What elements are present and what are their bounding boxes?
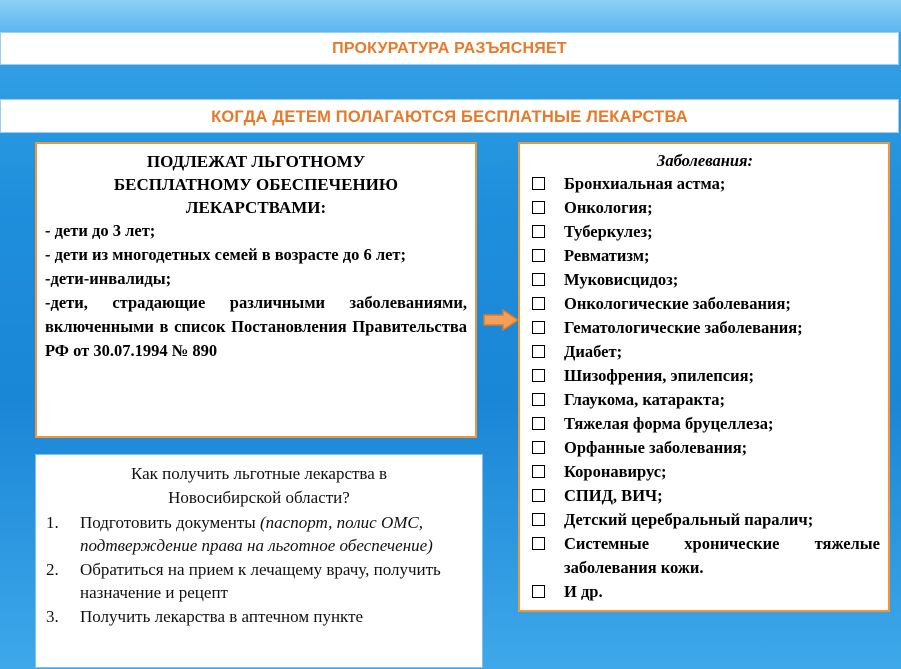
disease-label: Муковисцидоз; — [564, 270, 679, 289]
step-item — [46, 605, 472, 628]
checkbox-icon — [532, 297, 545, 310]
checkbox-icon — [532, 369, 545, 382]
disease-item — [530, 364, 880, 388]
disease-item — [530, 340, 880, 364]
eligibility-item: -дети, страдающие различными заболеваниями, включенными в список Постановления Правительства РФ от 30.07.1994 № 890 — [45, 293, 467, 360]
checkbox-icon — [532, 417, 545, 430]
right-arrow-icon — [483, 309, 519, 331]
disease-label: И др. — [564, 582, 603, 601]
step-item — [46, 511, 472, 557]
eligibility-item: - дети из многодетных семей в возрасте до 6 лет; — [45, 245, 407, 264]
disease-item — [530, 220, 880, 244]
diseases-title: Заболевания: — [656, 151, 754, 170]
checkbox-icon — [532, 345, 545, 358]
checkbox-icon — [532, 513, 545, 526]
step-item — [46, 558, 472, 604]
disease-label: Бронхиальная астма; — [564, 174, 726, 193]
disease-label: Коронавирус; — [564, 462, 667, 481]
eligibility-item: - дети до 3 лет; — [45, 221, 156, 240]
eligibility-title-line: ПОДЛЕЖАТ ЛЬГОТНОМУ — [146, 152, 366, 171]
disease-label: Онкология; — [564, 198, 653, 217]
disease-item — [530, 244, 880, 268]
header-banner: ПРОКУРАТУРА РАЗЪЯСНЯЕТ — [0, 32, 899, 65]
disease-label: Глаукома, катаракта; — [564, 390, 726, 409]
checkbox-icon — [532, 177, 545, 190]
how-to-title — [46, 462, 472, 510]
diseases-list — [530, 172, 880, 604]
disease-item — [530, 196, 880, 220]
how-to-box — [35, 454, 483, 668]
eligibility-title-line: ЛЕКАРСТВАМИ: — [185, 198, 327, 217]
disease-item — [530, 316, 880, 340]
checkbox-icon — [532, 465, 545, 478]
disease-item — [530, 532, 880, 580]
disease-label: Диабет; — [564, 342, 623, 361]
checkbox-icon — [532, 441, 545, 454]
top-sky-band — [0, 0, 901, 32]
disease-label: Гематологические заболевания; — [564, 318, 803, 337]
how-to-title-line: Как получить льготные лекарства в — [130, 464, 388, 483]
step-body — [80, 605, 472, 628]
disease-label: Ревматизм; — [564, 246, 650, 265]
disease-label: СПИД, ВИЧ; — [564, 486, 663, 505]
eligibility-title — [45, 150, 467, 219]
disease-label: Тяжелая форма бруцеллеза; — [564, 414, 774, 433]
checkbox-icon — [532, 249, 545, 262]
checkbox-icon — [532, 321, 545, 334]
eligibility-title-line: БЕСПЛАТНОМУ ОБЕСПЕЧЕНИЮ — [113, 175, 399, 194]
disease-label: Онкологические заболевания; — [564, 294, 791, 313]
disease-item — [530, 508, 880, 532]
step-text: Обратиться на прием к лечащему врачу, получить назначение и рецепт — [80, 560, 441, 602]
disease-label: Орфанные заболевания; — [564, 438, 748, 457]
disease-label: Шизофрения, эпилепсия; — [564, 366, 754, 385]
step-body — [80, 511, 472, 557]
how-to-title-line: Новосибирской области? — [168, 488, 350, 507]
step-note: (паспорт, полис ОМС, подтверждение права на льготное обеспечение) — [80, 513, 433, 555]
subheader-banner: КОГДА ДЕТЕМ ПОЛАГАЮТСЯ БЕСПЛАТНЫЕ ЛЕКАРСТВА — [0, 99, 899, 133]
checkbox-icon — [532, 585, 545, 598]
eligibility-box — [35, 142, 477, 438]
disease-item — [530, 436, 880, 460]
eligibility-item: -дети-инвалиды; — [45, 269, 172, 288]
checkbox-icon — [532, 225, 545, 238]
step-text: Подготовить документы — [80, 513, 260, 532]
disease-label: Туберкулез; — [564, 222, 653, 241]
disease-item — [530, 388, 880, 412]
disease-label: Детский церебральный паралич; — [564, 510, 814, 529]
disease-item — [530, 580, 880, 604]
checkbox-icon — [532, 273, 545, 286]
step-body — [80, 558, 472, 604]
checkbox-icon — [532, 537, 545, 550]
checkbox-icon — [532, 393, 545, 406]
disease-item — [530, 484, 880, 508]
diseases-box — [518, 142, 890, 612]
disease-item — [530, 292, 880, 316]
disease-label: Системные хронические тяжелые заболевания кожи. — [564, 534, 880, 577]
checkbox-icon — [532, 201, 545, 214]
disease-item — [530, 172, 880, 196]
step-number: 1. — [46, 513, 59, 532]
disease-item — [530, 412, 880, 436]
disease-item — [530, 460, 880, 484]
step-number: 2. — [46, 560, 59, 579]
checkbox-icon — [532, 489, 545, 502]
disease-item — [530, 268, 880, 292]
step-number: 3. — [46, 607, 59, 626]
step-text: Получить лекарства в аптечном пункте — [80, 607, 364, 626]
steps-list — [46, 511, 472, 628]
